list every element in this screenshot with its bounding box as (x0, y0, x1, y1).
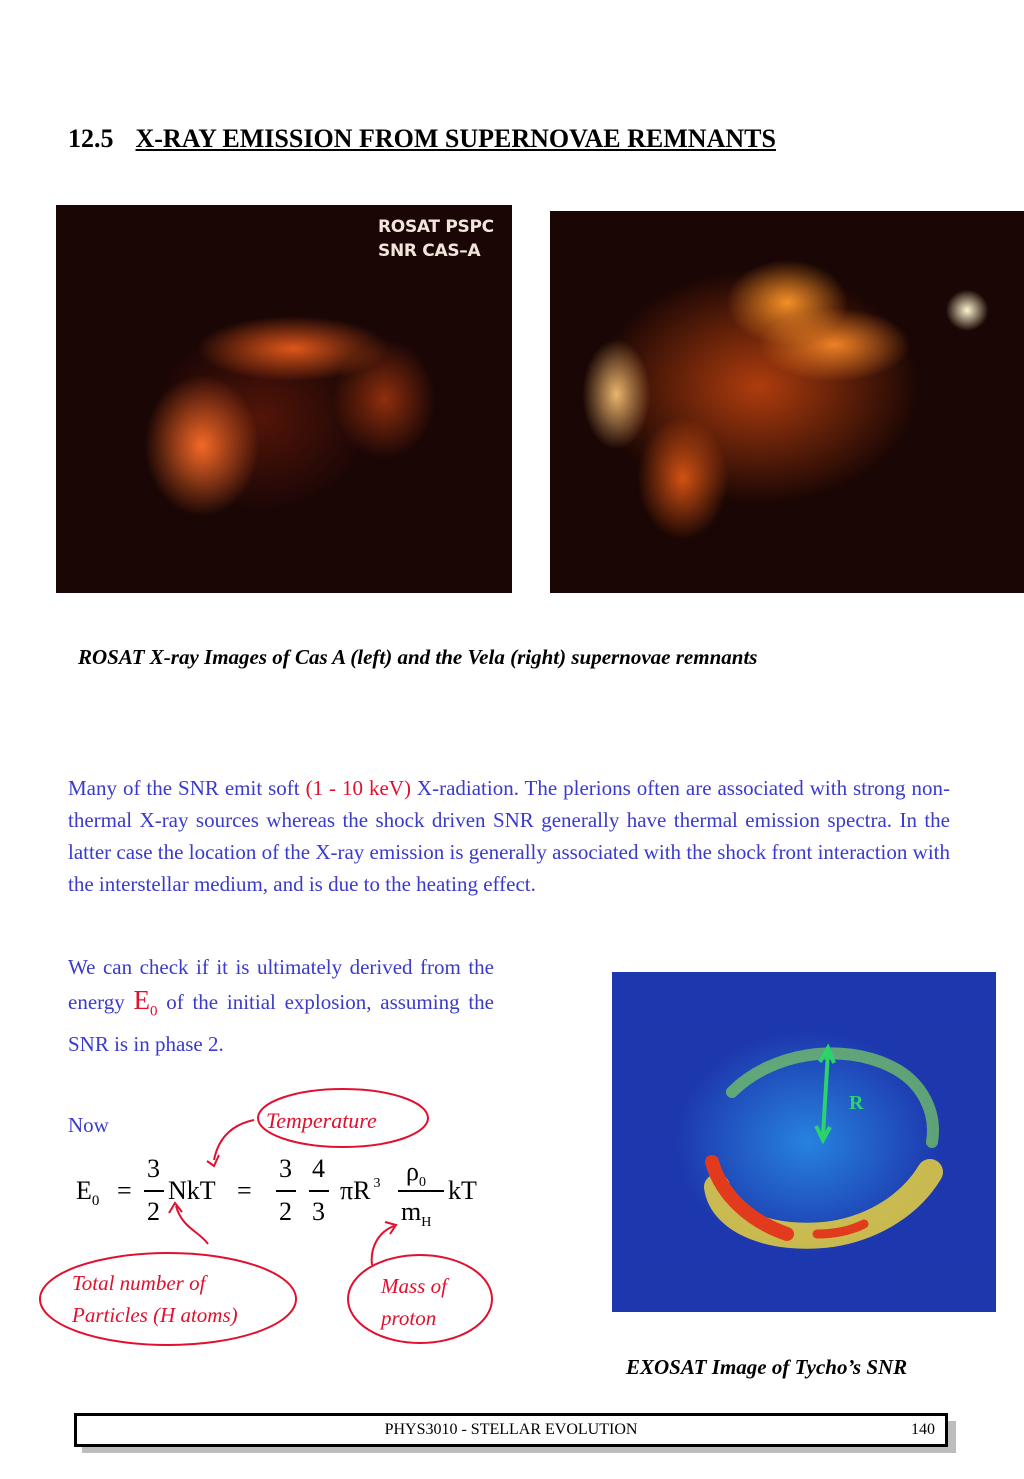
tycho-rendering (612, 972, 996, 1312)
eq-nkt: NkT (168, 1176, 216, 1205)
particles-label (72, 1267, 238, 1331)
eq-rho: ρ (406, 1157, 419, 1186)
eq-m: m (401, 1197, 422, 1226)
tycho-caption: EXOSAT Image of Tycho’s SNR (626, 1355, 908, 1379)
intro-text-1: Many of the SNR emit soft (68, 776, 306, 800)
temperature-arrow (214, 1120, 254, 1160)
top-images-caption: ROSAT X-ray Images of Cas A (left) and the Vela (right) supernovae remnants (78, 645, 758, 669)
eq-pi: π (340, 1176, 354, 1205)
mass-label (381, 1270, 447, 1334)
eq-equals-1: = (117, 1176, 132, 1205)
section-title: X-RAY EMISSION FROM SUPERNOVAE REMNANTS (135, 124, 776, 153)
eq-kt: kT (448, 1176, 477, 1205)
energy-symbol-letter: E (133, 985, 150, 1015)
section-number: 12.5 (68, 124, 114, 153)
particles-label-line1: Total number of (72, 1271, 206, 1295)
energy-symbol-sub: 0 (150, 1003, 158, 1020)
page-footer (74, 1413, 948, 1447)
energy-range: (1 - 10 keV) (305, 776, 411, 800)
eq-m-sub: H (421, 1215, 432, 1231)
particles-arrowhead (169, 1203, 182, 1213)
particles-label-line2: Particles (H atoms) (72, 1303, 238, 1327)
cas-a-label-line2: SNR CAS–A (378, 241, 481, 261)
frac2-numerator: 3 (279, 1154, 292, 1183)
cas-a-label-line1: ROSAT PSPC (378, 217, 494, 237)
frac1-denominator: 2 (147, 1197, 160, 1226)
temperature-arrowhead (207, 1155, 219, 1166)
tycho-shell-yellow (717, 1172, 930, 1236)
frac3-denominator: 3 (312, 1197, 325, 1226)
eq-lhs-sub: 0 (91, 1193, 100, 1210)
now-label: Now (68, 1113, 109, 1137)
footer-title: PHYS3010 - STELLAR EVOLUTION (384, 1421, 638, 1438)
page-number: 140 (911, 1421, 935, 1438)
eq-equals-2: = (237, 1176, 252, 1205)
frac3-numerator: 4 (312, 1154, 325, 1183)
frac2-denominator: 2 (279, 1197, 292, 1226)
eq-lhs-letter: E (76, 1176, 92, 1205)
eq-rho-sub: 0 (418, 1175, 426, 1191)
tycho-image (612, 972, 996, 1312)
energy-text-2: of the initial explosion, assuming the SNR is in phase 2. (68, 990, 494, 1057)
energy-text-1: We can check if it is ultimately derived from the energy (68, 955, 494, 1014)
mass-label-line2: proton (381, 1306, 437, 1330)
tycho-shell-green (732, 1053, 933, 1142)
eq-r-exp: 3 (373, 1176, 381, 1191)
mass-label-line1: Mass of (381, 1274, 447, 1298)
temperature-label: Temperature (266, 1108, 377, 1133)
tycho-radius-line (823, 1052, 828, 1135)
frac1-numerator: 3 (147, 1154, 160, 1183)
eq-r: R (353, 1176, 371, 1205)
tycho-radius-label: R (849, 1092, 864, 1114)
intro-text-2: X-radiation. The plerions often are associated with strong non-thermal X-ray sources whereas the shock driven SNR generally have thermal emission spectra. In the latter case the location of the X-ray emission is generally associated with the shock front interaction with the interstellar medium, and is due to the heating effect. (68, 776, 950, 896)
